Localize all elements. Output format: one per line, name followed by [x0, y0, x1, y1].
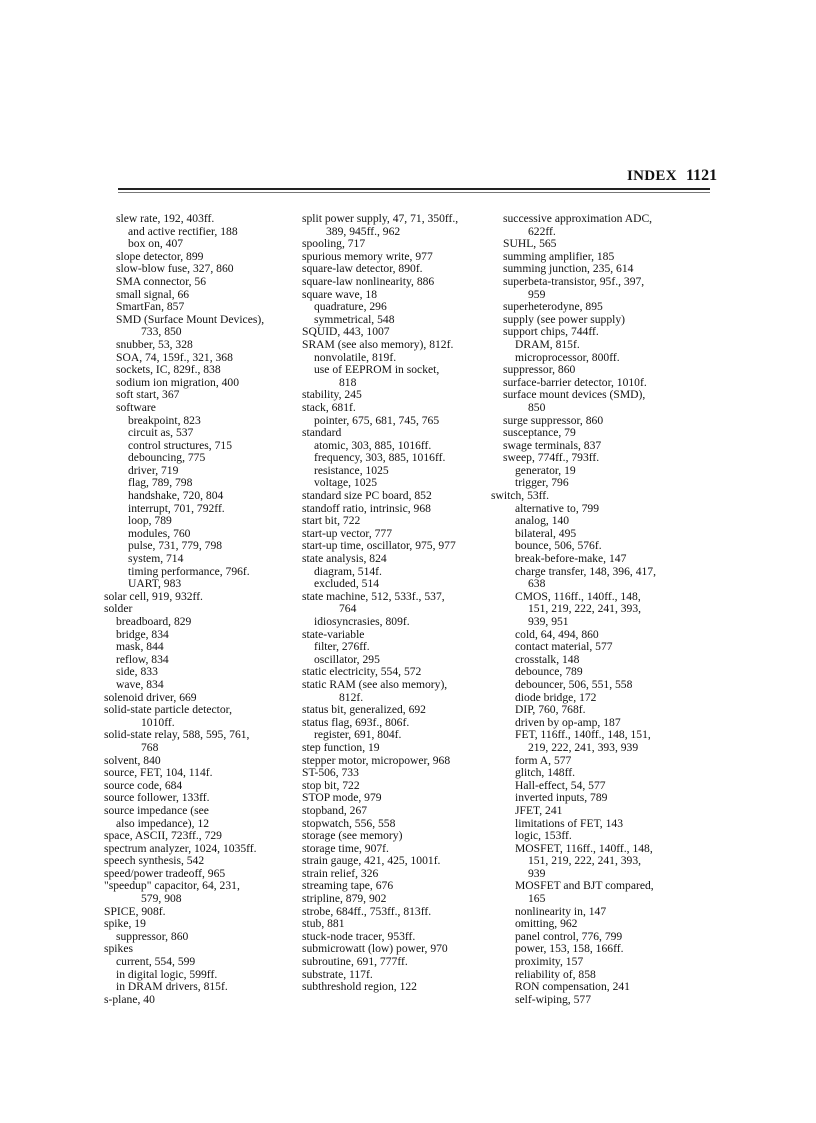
index-entry: frequency, 303, 885, 1016ff. — [314, 451, 446, 465]
index-entry: 165 — [528, 892, 546, 906]
index-entry: solar cell, 919, 932ff. — [104, 589, 203, 603]
index-entry: software — [116, 400, 156, 414]
index-entry: substrate, 117f. — [302, 967, 373, 981]
index-entry: 818 — [339, 375, 357, 389]
index-entry: 151, 219, 222, 241, 393, — [528, 854, 642, 868]
index-entry: support chips, 744ff. — [503, 325, 599, 339]
index-entry: superheterodyne, 895 — [503, 300, 603, 314]
index-entry: start-up time, oscillator, 975, 977 — [302, 539, 456, 553]
index-entry: power, 153, 158, 166ff. — [515, 942, 624, 956]
index-entry: s-plane, 40 — [104, 992, 155, 1006]
index-entry: 959 — [528, 287, 546, 301]
index-entry: oscillator, 295 — [314, 652, 380, 666]
index-entry: MOSFET and BJT compared, — [515, 879, 654, 893]
index-entry: FET, 116ff., 140ff., 148, 151, — [515, 728, 651, 742]
index-entry: debouncing, 775 — [128, 451, 206, 465]
index-entry: superbeta-transistor, 95f., 397, — [503, 274, 645, 288]
index-entry: strain relief, 326 — [302, 866, 379, 880]
index-entry: timing performance, 796f. — [128, 564, 250, 578]
index-entry: atomic, 303, 885, 1016ff. — [314, 438, 432, 452]
index-entry: storage time, 907f. — [302, 841, 389, 855]
index-entry: limitations of FET, 143 — [515, 816, 623, 830]
index-entry: swage terminals, 837 — [503, 438, 602, 452]
index-entry: successive approximation ADC, — [503, 212, 653, 225]
index-entry: slope detector, 899 — [116, 249, 204, 263]
index-entry: reflow, 834 — [116, 652, 169, 666]
header-title: INDEX — [627, 168, 677, 184]
index-entry: standard size PC board, 852 — [302, 489, 432, 503]
index-entry: filter, 276ff. — [314, 640, 370, 654]
index-entry: bounce, 506, 576f. — [515, 539, 602, 553]
index-entry: SOA, 74, 159f., 321, 368 — [116, 350, 233, 364]
index-entry: 812f. — [339, 690, 364, 704]
index-entry: debouncer, 506, 551, 558 — [515, 677, 633, 691]
index-entry: supply (see power supply) — [503, 312, 626, 326]
index-entry: stripline, 879, 902 — [302, 892, 387, 906]
index-entry: nonlinearity in, 147 — [515, 904, 607, 918]
index-entry: driver, 719 — [128, 463, 179, 477]
index-entry: diode bridge, 172 — [515, 690, 597, 704]
index-entry: SUHL, 565 — [503, 237, 557, 251]
index-entry: STOP mode, 979 — [302, 791, 382, 805]
index-entry: standard — [302, 426, 342, 440]
index-entry: suppressor, 860 — [116, 929, 189, 943]
index-entry: "speedup" capacitor, 64, 231, — [104, 879, 240, 893]
index-entry: 939, 951 — [528, 615, 569, 628]
index-entry: surge suppressor, 860 — [503, 413, 604, 427]
index-entry: panel control, 776, 799 — [515, 929, 623, 943]
index-entry: and active rectifier, 188 — [128, 224, 238, 238]
index-entry: solvent, 840 — [104, 753, 161, 767]
header-rule — [118, 188, 710, 190]
index-entry: stack, 681f. — [302, 400, 356, 414]
index-entry: RON compensation, 241 — [515, 980, 630, 994]
index-entry: wave, 834 — [116, 677, 164, 691]
index-entry: resistance, 1025 — [314, 463, 389, 477]
index-entry: stub, 881 — [302, 917, 345, 931]
index-entry: breadboard, 829 — [116, 615, 192, 628]
index-entry: 939 — [528, 866, 546, 880]
index-entry: square wave, 18 — [302, 287, 378, 301]
index-entry: proximity, 157 — [515, 955, 584, 969]
index-entry: source, FET, 104, 114f. — [104, 766, 213, 780]
index-entry: contact material, 577 — [515, 640, 613, 654]
index-entry: diagram, 514f. — [314, 564, 382, 578]
index-entry: breakpoint, 823 — [128, 413, 201, 427]
index-entry: in digital logic, 599ff. — [116, 967, 218, 981]
index-entry: 151, 219, 222, 241, 393, — [528, 602, 642, 616]
index-entry: susceptance, 79 — [503, 426, 576, 440]
index-entry: microprocessor, 800ff. — [515, 350, 620, 364]
index-entry: flag, 789, 798 — [128, 476, 193, 490]
index-entry: speed/power tradeoff, 965 — [104, 866, 226, 880]
index-entry: switch, 53ff. — [491, 489, 550, 503]
index-entry: quadrature, 296 — [314, 300, 387, 314]
index-entry: suppressor, 860 — [503, 363, 576, 377]
index-entry: start bit, 722 — [302, 514, 361, 528]
index-entry: system, 714 — [128, 552, 184, 566]
index-entry: 622ff. — [528, 224, 556, 238]
index-entry: solder — [104, 602, 133, 616]
index-entry: CMOS, 116ff., 140ff., 148, — [515, 589, 641, 603]
index-entry: SPICE, 908f. — [104, 904, 166, 918]
index-entry: symmetrical, 548 — [314, 312, 395, 326]
index-entry: crosstalk, 148 — [515, 652, 580, 666]
index-entry: surface-barrier detector, 1010f. — [503, 375, 647, 389]
index-entry: state analysis, 824 — [302, 552, 387, 566]
index-entry: 764 — [339, 602, 357, 616]
index-entry: loop, 789 — [128, 514, 172, 528]
index-entry: modules, 760 — [128, 526, 191, 540]
index-entry: square-law detector, 890f. — [302, 262, 423, 276]
index-entry: stuck-node tracer, 953ff. — [302, 929, 416, 943]
index-entry: 768 — [141, 740, 159, 754]
index-entry: JFET, 241 — [515, 803, 563, 817]
index-entry: space, ASCII, 723ff., 729 — [104, 829, 222, 843]
index-entry: glitch, 148ff. — [515, 766, 576, 780]
index-entry: solenoid driver, 669 — [104, 690, 197, 704]
index-entry: nonvolatile, 819f. — [314, 350, 397, 364]
index-entry: voltage, 1025 — [314, 476, 378, 490]
index-entry: 1010ff. — [141, 715, 175, 729]
index-entry: box on, 407 — [128, 237, 184, 251]
index-entry: split power supply, 47, 71, 350ff., — [302, 212, 459, 225]
index-entry: solid-state particle detector, — [104, 703, 232, 717]
index-entry: spikes — [104, 942, 133, 956]
index-entry: SmartFan, 857 — [116, 300, 185, 314]
index-entry: strain gauge, 421, 425, 1001f. — [302, 854, 441, 868]
index-entry: pointer, 675, 681, 745, 765 — [314, 413, 440, 427]
index-entry: sodium ion migration, 400 — [116, 375, 240, 389]
index-entry: summing amplifier, 185 — [503, 249, 615, 263]
index-entry: status bit, generalized, 692 — [302, 703, 426, 717]
index-entry: idiosyncrasies, 809f. — [314, 615, 410, 628]
index-entry: SRAM (see also memory), 812f. — [302, 337, 454, 351]
index-entry: SMA connector, 56 — [116, 274, 207, 288]
index-entry: cold, 64, 494, 860 — [515, 627, 599, 641]
index-entry: current, 554, 599 — [116, 955, 196, 969]
index-entry: stability, 245 — [302, 388, 362, 402]
index-entry: sweep, 774ff., 793ff. — [503, 451, 600, 465]
index-entry: subroutine, 691, 777ff. — [302, 955, 408, 969]
index-entry: status flag, 693f., 806f. — [302, 715, 410, 729]
header-rule-thin — [118, 192, 710, 193]
index-entry: generator, 19 — [515, 463, 576, 477]
index-entry: stop bit, 722 — [302, 778, 360, 792]
index-entry: DIP, 760, 768f. — [515, 703, 586, 717]
index-entry: surface mount devices (SMD), — [503, 388, 646, 402]
index-entry: interrupt, 701, 792ff. — [128, 501, 225, 515]
index-entry: bridge, 834 — [116, 627, 169, 641]
index-entry: slow-blow fuse, 327, 860 — [116, 262, 234, 276]
index-entry: spooling, 717 — [302, 237, 366, 251]
index-entry: side, 833 — [116, 665, 158, 679]
index-entry: pulse, 731, 779, 798 — [128, 539, 223, 553]
index-entry: SQUID, 443, 1007 — [302, 325, 390, 339]
index-entry: step function, 19 — [302, 740, 380, 754]
index-column-2 — [302, 213, 500, 994]
index-entry: DRAM, 815f. — [515, 337, 580, 351]
index-entry: driven by op-amp, 187 — [515, 715, 621, 729]
index-entry: excluded, 514 — [314, 577, 380, 591]
index-entry: omitting, 962 — [515, 917, 578, 931]
index-entry: bilateral, 495 — [515, 526, 577, 540]
index-entry: spike, 19 — [104, 917, 146, 931]
index-entry: source follower, 133ff. — [104, 791, 210, 805]
index-entry: analog, 140 — [515, 514, 570, 528]
index-entry: start-up vector, 777 — [302, 526, 393, 540]
index-entry: UART, 983 — [128, 577, 182, 591]
index-column-1 — [104, 213, 304, 1006]
index-entry: 733, 850 — [141, 325, 182, 339]
index-entry: alternative to, 799 — [515, 501, 600, 515]
index-entry: reliability of, 858 — [515, 967, 596, 981]
index-entry: subthreshold region, 122 — [302, 980, 417, 994]
index-entry: stepper motor, micropower, 968 — [302, 753, 451, 767]
index-entry: square-law nonlinearity, 886 — [302, 274, 435, 288]
index-entry: 579, 908 — [141, 892, 182, 906]
index-entry: MOSFET, 116ff., 140ff., 148, — [515, 841, 653, 855]
index-entry: spurious memory write, 977 — [302, 249, 433, 263]
index-entry: summing junction, 235, 614 — [503, 262, 634, 276]
index-entry: ST-506, 733 — [302, 766, 359, 780]
index-entry: 219, 222, 241, 393, 939 — [528, 740, 639, 754]
index-entry: inverted inputs, 789 — [515, 791, 608, 805]
page-number: 1121 — [686, 167, 718, 184]
index-entry: sockets, IC, 829f., 838 — [116, 363, 221, 377]
index-entry: spectrum analyzer, 1024, 1035ff. — [104, 841, 257, 855]
index-entry: use of EEPROM in socket, — [314, 363, 440, 377]
index-entry: mask, 844 — [116, 640, 164, 654]
index-entry: source impedance (see — [104, 803, 209, 817]
index-entry: also impedance), 12 — [116, 816, 210, 830]
index-entry: strobe, 684ff., 753ff., 813ff. — [302, 904, 432, 918]
index-entry: trigger, 796 — [515, 476, 569, 490]
index-entry: Hall-effect, 54, 577 — [515, 778, 606, 792]
index-entry: source code, 684 — [104, 778, 183, 792]
index-entry: register, 691, 804f. — [314, 728, 402, 742]
index-entry: speech synthesis, 542 — [104, 854, 205, 868]
index-entry: streaming tape, 676 — [302, 879, 394, 893]
index-column-3 — [491, 213, 703, 1006]
index-entry: solid-state relay, 588, 595, 761, — [104, 728, 250, 742]
index-entry: control structures, 715 — [128, 438, 232, 452]
index-entry: debounce, 789 — [515, 665, 583, 679]
index-entry: self-wiping, 577 — [515, 992, 591, 1006]
index-entry: stopband, 267 — [302, 803, 368, 817]
running-header — [0, 168, 816, 198]
index-entry: 638 — [528, 577, 546, 591]
index-entry: snubber, 53, 328 — [116, 337, 193, 351]
index-entry: 850 — [528, 400, 546, 414]
index-entry: break-before-make, 147 — [515, 552, 627, 566]
index-entry: small signal, 66 — [116, 287, 190, 301]
index-entry: logic, 153ff. — [515, 829, 572, 843]
index-entry: state-variable — [302, 627, 365, 641]
index-entry: soft start, 367 — [116, 388, 180, 402]
index-entry: in DRAM drivers, 815f. — [116, 980, 228, 994]
index-entry: 389, 945ff., 962 — [326, 224, 401, 238]
index-entry: static electricity, 554, 572 — [302, 665, 422, 679]
index-entry: SMD (Surface Mount Devices), — [116, 312, 265, 326]
index-entry: circuit as, 537 — [128, 426, 194, 440]
index-entry: standoff ratio, intrinsic, 968 — [302, 501, 431, 515]
index-entry: static RAM (see also memory), — [302, 677, 448, 691]
index-entry: handshake, 720, 804 — [128, 489, 224, 503]
index-entry: stopwatch, 556, 558 — [302, 816, 396, 830]
index-entry: submicrowatt (low) power, 970 — [302, 942, 448, 956]
index-entry: slew rate, 192, 403ff. — [116, 212, 215, 225]
index-entry: form A, 577 — [515, 753, 572, 767]
index-entry: storage (see memory) — [302, 829, 403, 843]
index-entry: charge transfer, 148, 396, 417, — [515, 564, 656, 578]
index-entry: state machine, 512, 533f., 537, — [302, 589, 445, 603]
